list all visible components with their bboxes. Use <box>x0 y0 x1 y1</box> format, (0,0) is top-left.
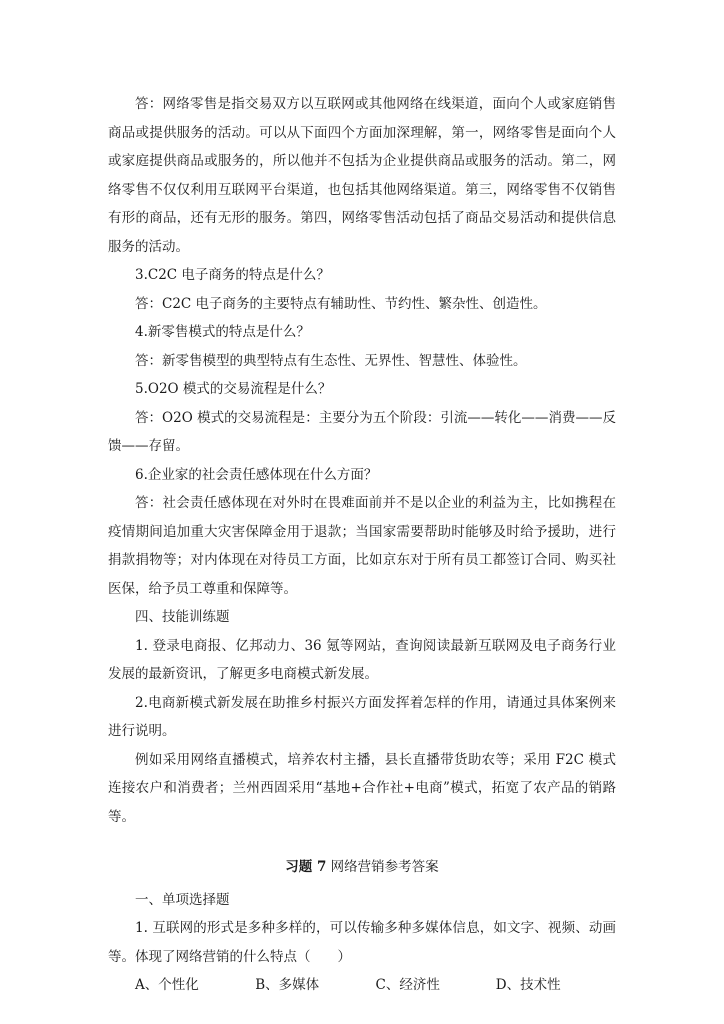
answer-options <box>108 971 616 1000</box>
question-paragraph: 4.新零售模式的特点是什么？ <box>135 324 310 340</box>
section-heading: 一、单项选择题 <box>135 891 230 908</box>
option-c: C、经济性 <box>375 977 440 993</box>
option-a: A、个性化 <box>135 977 199 993</box>
question-paragraph: 6.企业家的社会责任感体现在什么方面？ <box>135 466 378 483</box>
answer-paragraph: 答：网络零售是指交易双方以互联网或其他网络在线渠道，面向个人或家庭销售商品或提供服务的活动。可以从下面四个方面加深理解，第一，网络零售是面向个人或家庭提供商品或服务的，所以他并不包括为企业提供商品或服务的活动。第二，网络零售不仅仅利用互联网平台渠道，也包括其他网络渠道。第三，网络零售不仅销售有形的商品，还有无形的服务。第四，网络零售活动包括了商品交易活动和提供信息服务的活动。 <box>108 96 616 255</box>
answer-paragraph: 答：O2O 模式的交易流程是：主要分为五个阶段：引流——转化——消费——反馈——存留。 <box>108 409 616 454</box>
exercise-paragraph: 2.电商新模式新发展在助推乡村振兴方面发挥着怎样的作用，请通过具体案例来进行说明。 <box>108 694 616 739</box>
chapter-name: 网络营销参考答案 <box>326 859 439 875</box>
question-paragraph: 5.O2O 模式的交易流程是什么？ <box>135 381 332 397</box>
answer-paragraph: 答：社会责任感体现在对外时在畏难面前并不是以企业的利益为主，比如携程在疫情期间追加重大灾害保障金用于退款；当国家需要帮助时能够及时给予援助，进行捐款捐物等；对内体现在对待员工方面，比如京东对于所有员工都签订合同、购买社医保，给予员工尊重和保障等。 <box>108 495 616 597</box>
chapter-title <box>108 853 616 882</box>
option-d: D、技术性 <box>495 977 561 993</box>
section-heading: 四、技能训练题 <box>135 609 230 625</box>
option-b: B、多媒体 <box>255 977 320 993</box>
example-paragraph: 例如采用网络直播模式，培养农村主播，县长直播带货助农等；采用 F2C 模式连接农户和消费者；兰州西固采用“基地+合作社+电商”模式，拓宽了农产品的销路等。 <box>108 751 616 825</box>
answer-paragraph: 答：新零售模型的典型特点有生态性、无界性、智慧性、体验性。 <box>135 352 527 369</box>
answer-paragraph: 答：C2C 电子商务的主要特点有辅助性、节约性、繁杂性、创造性。 <box>135 295 547 312</box>
document-body <box>108 90 616 1000</box>
exercise-paragraph: 1. 登录电商报、亿邦动力、36 氪等网站，查询阅读最新互联网及电子商务行业发展的最新资讯，了解更多电商模式新发展。 <box>108 637 616 682</box>
chapter-number: 习题 7 <box>285 859 327 875</box>
question-paragraph: 3.C2C 电子商务的特点是什么？ <box>135 267 330 283</box>
question-paragraph: 1. 互联网的形式是多种多样的，可以传输多种多媒体信息，如文字、视频、动画等。体现了网络营销的什么特点（ ） <box>108 920 616 965</box>
